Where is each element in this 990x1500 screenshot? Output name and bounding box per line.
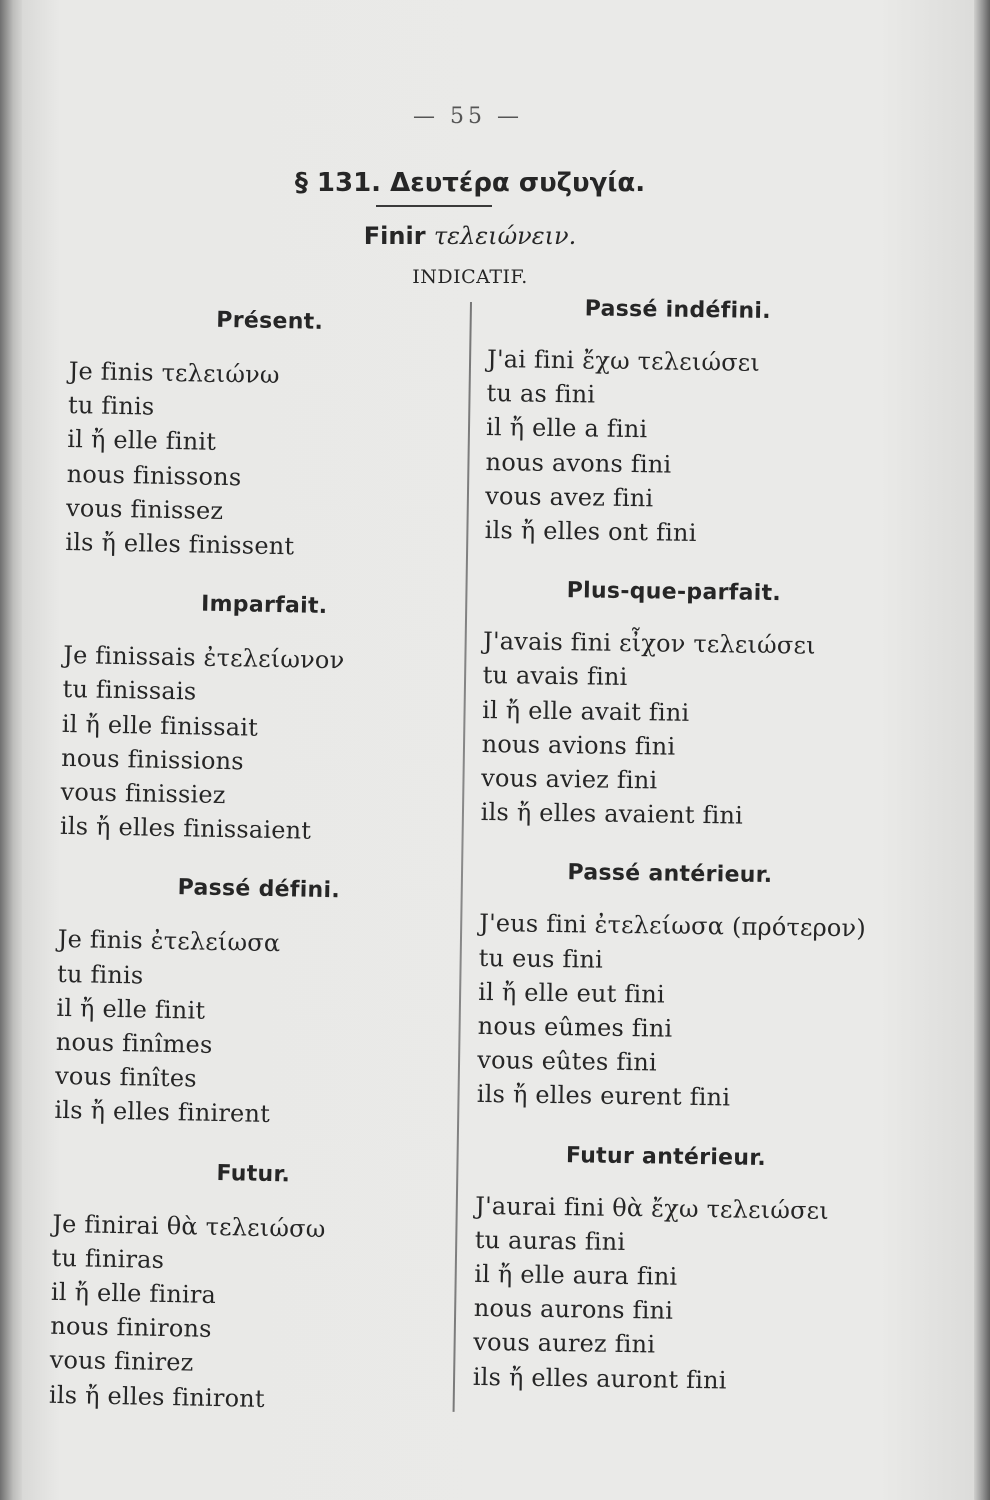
conjugation-line: il ἤ elle a fini: [485, 413, 648, 444]
conjugation-line: ils ἤ elles eurent fini: [476, 1080, 731, 1112]
page-right-edge: [974, 0, 990, 1500]
conjugation-line: nous finissions: [61, 743, 245, 776]
conjugation-line: nous eûmes fini: [477, 1011, 673, 1043]
conjugation-line: vous finissez: [65, 493, 224, 525]
conjugation-line: vous avez fini: [485, 481, 654, 513]
conjugation-futur: [49, 1206, 453, 1419]
conjugation-line: nous finissons: [66, 459, 242, 491]
conjugation-line: nous avons fini: [485, 447, 672, 479]
conjugation-line: nous avions fini: [481, 729, 676, 761]
conjugation-line: nous finirons: [50, 1312, 212, 1344]
conjugation-line: nous finîmes: [55, 1027, 213, 1059]
tense-heading-futur-anterieur: Futur antérieur.: [565, 1142, 767, 1171]
conjugation-plus-que-parfait: [481, 624, 884, 835]
conjugation-line: ils ἤ elles auront fini: [472, 1362, 727, 1395]
conjugation-line: vous eûtes fini: [477, 1046, 658, 1077]
tense-heading-imparfait: Imparfait.: [200, 591, 328, 620]
conjugation-line: tu finiras: [51, 1243, 165, 1274]
conjugation-line: vous aviez fini: [481, 763, 658, 795]
conjugation-line: J'ai fini ἔχω τελειώσει: [486, 344, 761, 377]
tense-heading-futur: Futur.: [216, 1160, 291, 1188]
conjugation-present: [65, 354, 469, 567]
conjugation-passe-defini: [54, 922, 458, 1135]
page-left-edge: [0, 0, 22, 1500]
conjugation-line: il ἤ elle eut fini: [478, 977, 666, 1009]
conjugation-line: il ἤ elle finit: [56, 993, 206, 1025]
conjugation-line: ils ἤ elles finirent: [54, 1096, 271, 1129]
conjugation-line: J'aurai fini θὰ ἔχω τελειώσει: [475, 1191, 830, 1225]
conjugation-line: il ἤ elle aura fini: [474, 1259, 678, 1291]
title-underline: [376, 205, 492, 207]
section-title: § 131. Δευτέρα συζυγία.: [294, 168, 646, 198]
conjugation-line: nous aurons fini: [473, 1294, 674, 1325]
conjugation-line: il ἤ elle finissait: [61, 709, 259, 742]
tense-heading-passe-anterieur: Passé antérieur.: [567, 860, 773, 889]
conjugation-futur-anterieur: [473, 1189, 876, 1400]
conjugation-line: J'avais fini εἶχον τελειώσει: [482, 627, 816, 660]
mood-label: INDICATIF.: [412, 266, 528, 288]
page-number: — 55 —: [413, 104, 523, 129]
conjugation-line: tu eus fini: [478, 943, 604, 974]
verb-french: Finir: [363, 222, 426, 250]
conjugation-line: Je finirai θὰ τελειώσω: [52, 1209, 326, 1243]
conjugation-line: tu avais fini: [482, 661, 628, 692]
conjugation-line: ils ἤ elles finissent: [65, 527, 295, 561]
conjugation-line: ils ἤ elles avaient fini: [480, 798, 744, 830]
conjugation-line: vous aurez fini: [473, 1328, 656, 1359]
conjugation-line: vous finirez: [49, 1346, 194, 1378]
conjugation-line: vous finîtes: [54, 1062, 198, 1093]
tense-heading-passe-defini: Passé défini.: [177, 875, 341, 904]
conjugation-line: tu finis: [67, 391, 155, 421]
tense-heading-present: Présent.: [216, 307, 324, 335]
conjugation-line: tu finis: [56, 959, 144, 990]
conjugation-line: il ἤ elle finira: [50, 1277, 217, 1310]
conjugation-line: ils ἤ elles ont fini: [484, 515, 697, 547]
right-column: [472, 295, 888, 1429]
conjugation-line: Je finis τελειώνω: [68, 356, 280, 390]
tense-heading-plus-que-parfait: Plus-que-parfait.: [566, 578, 782, 607]
conjugation-line: il ἤ elle avait fini: [482, 695, 690, 727]
conjugation-line: tu finissais: [62, 675, 197, 706]
conjugation-line: J'eus fini ἐτελείωσα (πρότερον): [479, 909, 867, 943]
conjugation-imparfait: [60, 638, 464, 851]
tense-heading-passe-indefini: Passé indéfini.: [584, 296, 772, 324]
conjugation-line: ils ἤ elles finiront: [48, 1380, 266, 1413]
conjugation-passe-anterieur: [477, 906, 880, 1117]
conjugation-line: ils ἤ elles finissaient: [59, 812, 312, 845]
conjugation-line: Je finissais ἐτελείωνον: [63, 641, 345, 675]
verb-greek: τελειώνειν.: [433, 222, 577, 250]
conjugation-line: tu as fini: [486, 379, 596, 409]
conjugation-line: vous finissiez: [60, 777, 226, 810]
conjugation-line: Je finis ἐτελείωσα: [57, 925, 281, 958]
conjugation-line: tu auras fini: [474, 1225, 626, 1256]
conjugation-passe-indefini: [484, 342, 887, 553]
conjugation-line: il ἤ elle finit: [67, 425, 217, 457]
left-column: [48, 305, 470, 1449]
verb-title: [300, 222, 640, 250]
